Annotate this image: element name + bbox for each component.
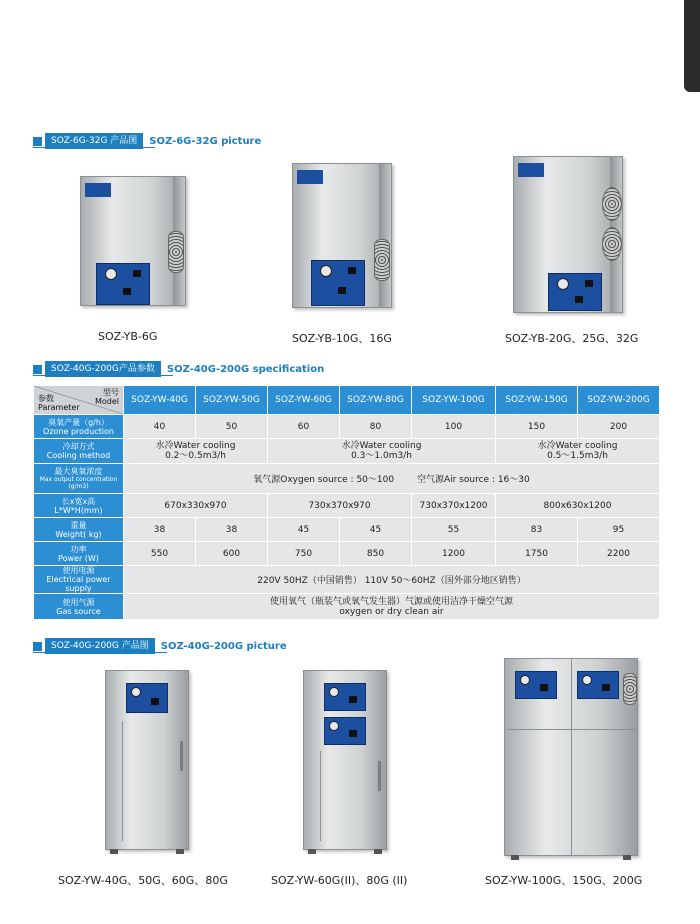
section-underline bbox=[33, 375, 173, 376]
model-header: SOZ-YW-200G bbox=[578, 386, 660, 415]
table-cell: 750 bbox=[268, 542, 340, 566]
corner-param-cn: 参数 bbox=[38, 394, 54, 403]
table-cell: 850 bbox=[340, 542, 412, 566]
table-row-weight bbox=[34, 518, 660, 542]
table-cell: 730x370x1200 bbox=[412, 494, 496, 518]
section-heading-picture1 bbox=[33, 134, 261, 148]
row-label: 功率 Power (W) bbox=[34, 542, 124, 566]
section-title-en: SOZ-40G-200G specification bbox=[166, 363, 325, 375]
page-tab-edge bbox=[684, 0, 700, 92]
corner-model-cn: 型号 bbox=[103, 388, 119, 397]
caption-bottom-2: SOZ-YW-60G(II)、80G (II) bbox=[271, 874, 408, 887]
product-image-yb-20g-32g bbox=[513, 156, 623, 313]
table-cell: 220V 50HZ（中国销售） 110V 50～60HZ（国外部分地区销售） bbox=[124, 566, 660, 594]
table-cell: 55 bbox=[412, 518, 496, 542]
table-cell: 670x330x970 bbox=[124, 494, 268, 518]
row-label: 最大臭氧浓度 Max output concentration (g/m3) bbox=[34, 464, 124, 494]
corner-param-en: Parameter bbox=[38, 403, 80, 412]
section-marker-icon bbox=[33, 365, 42, 374]
section-title-cn: SOZ-40G-200G 产品图 bbox=[45, 638, 155, 654]
table-row-power bbox=[34, 542, 660, 566]
row-label: 重量 Weight( kg) bbox=[34, 518, 124, 542]
table-cell: 60 bbox=[268, 415, 340, 439]
table-cell: 40 bbox=[124, 415, 196, 439]
section-marker-icon bbox=[33, 642, 42, 651]
table-cell: 1750 bbox=[496, 542, 578, 566]
table-cell: 38 bbox=[196, 518, 268, 542]
table-cell: 水冷Water cooling 0.2～0.5m3/h bbox=[124, 439, 268, 464]
table-row-dimensions bbox=[34, 494, 660, 518]
caption-bottom-3: SOZ-YW-100G、150G、200G bbox=[485, 874, 643, 887]
corner-model-en: Model bbox=[94, 397, 119, 406]
table-cell: 使用氧气（瓶装气或氧气发生器）气源或使用洁净干燥空气源 oxygen or dry clean air bbox=[124, 594, 660, 620]
caption-top-3: SOZ-YB-20G、25G、32G bbox=[505, 332, 639, 345]
table-cell: 730x370x970 bbox=[268, 494, 412, 518]
table-cell: 2200 bbox=[578, 542, 660, 566]
row-label: 长x宽x高 L*W*H(mm) bbox=[34, 494, 124, 518]
section-title-en: SOZ-40G-200G picture bbox=[160, 640, 287, 652]
model-header: SOZ-YW-150G bbox=[496, 386, 578, 415]
section-heading-spec bbox=[33, 362, 324, 376]
table-cell: 水冷Water cooling 0.5～1.5m3/h bbox=[496, 439, 660, 464]
product-image-yw-100g-200g bbox=[504, 658, 638, 856]
table-cell: 200 bbox=[578, 415, 660, 439]
row-label: 使用气源 Gas source bbox=[34, 594, 124, 620]
product-image-yb-10g-16g bbox=[292, 163, 392, 308]
table-cell: 水冷Water cooling 0.3～1.0m3/h bbox=[268, 439, 496, 464]
table-row-ozone bbox=[34, 415, 660, 439]
row-label: 使用电源 Electrical power supply bbox=[34, 566, 124, 594]
section-marker-icon bbox=[33, 137, 42, 146]
table-cell: 1200 bbox=[412, 542, 496, 566]
section-underline bbox=[33, 652, 167, 653]
table-cell: 氧气源Oxygen source : 50～100 空气源Air source : 16～30 bbox=[124, 464, 660, 494]
section-title-cn: SOZ-40G-200G产品参数 bbox=[45, 361, 161, 377]
section-underline bbox=[33, 147, 155, 148]
caption-top-2: SOZ-YB-10G、16G bbox=[292, 332, 392, 345]
spec-table bbox=[33, 385, 660, 620]
table-row-concentration bbox=[34, 464, 660, 494]
table-cell: 38 bbox=[124, 518, 196, 542]
model-header: SOZ-YW-40G bbox=[124, 386, 196, 415]
model-header: SOZ-YW-60G bbox=[268, 386, 340, 415]
table-cell: 45 bbox=[340, 518, 412, 542]
table-cell: 600 bbox=[196, 542, 268, 566]
table-cell: 100 bbox=[412, 415, 496, 439]
table-header-row bbox=[34, 386, 660, 415]
product-image-yw-60g-80g-ii bbox=[303, 670, 387, 850]
table-cell: 80 bbox=[340, 415, 412, 439]
section-title-cn: SOZ-6G-32G 产品图 bbox=[45, 133, 143, 149]
table-cell: 150 bbox=[496, 415, 578, 439]
table-row-supply bbox=[34, 566, 660, 594]
model-header: SOZ-YW-50G bbox=[196, 386, 268, 415]
product-image-yw-40g-80g bbox=[105, 670, 189, 850]
caption-top-1: SOZ-YB-6G bbox=[98, 330, 158, 343]
table-cell: 800x630x1200 bbox=[496, 494, 660, 518]
table-cell: 95 bbox=[578, 518, 660, 542]
section-heading-picture2 bbox=[33, 639, 287, 653]
row-label: 冷却方式 Cooling method bbox=[34, 439, 124, 464]
caption-bottom-1: SOZ-YW-40G、50G、60G、80G bbox=[58, 874, 228, 887]
table-corner-cell bbox=[34, 386, 124, 415]
table-row-gas bbox=[34, 594, 660, 620]
table-cell: 83 bbox=[496, 518, 578, 542]
product-image-yb-6g bbox=[80, 176, 186, 306]
table-cell: 45 bbox=[268, 518, 340, 542]
table-cell: 550 bbox=[124, 542, 196, 566]
row-label: 臭氧产量（g/h） Ozone production bbox=[34, 415, 124, 439]
table-row-cooling bbox=[34, 439, 660, 464]
model-header: SOZ-YW-100G bbox=[412, 386, 496, 415]
section-title-en: SOZ-6G-32G picture bbox=[149, 135, 262, 147]
table-cell: 50 bbox=[196, 415, 268, 439]
model-header: SOZ-YW-80G bbox=[340, 386, 412, 415]
